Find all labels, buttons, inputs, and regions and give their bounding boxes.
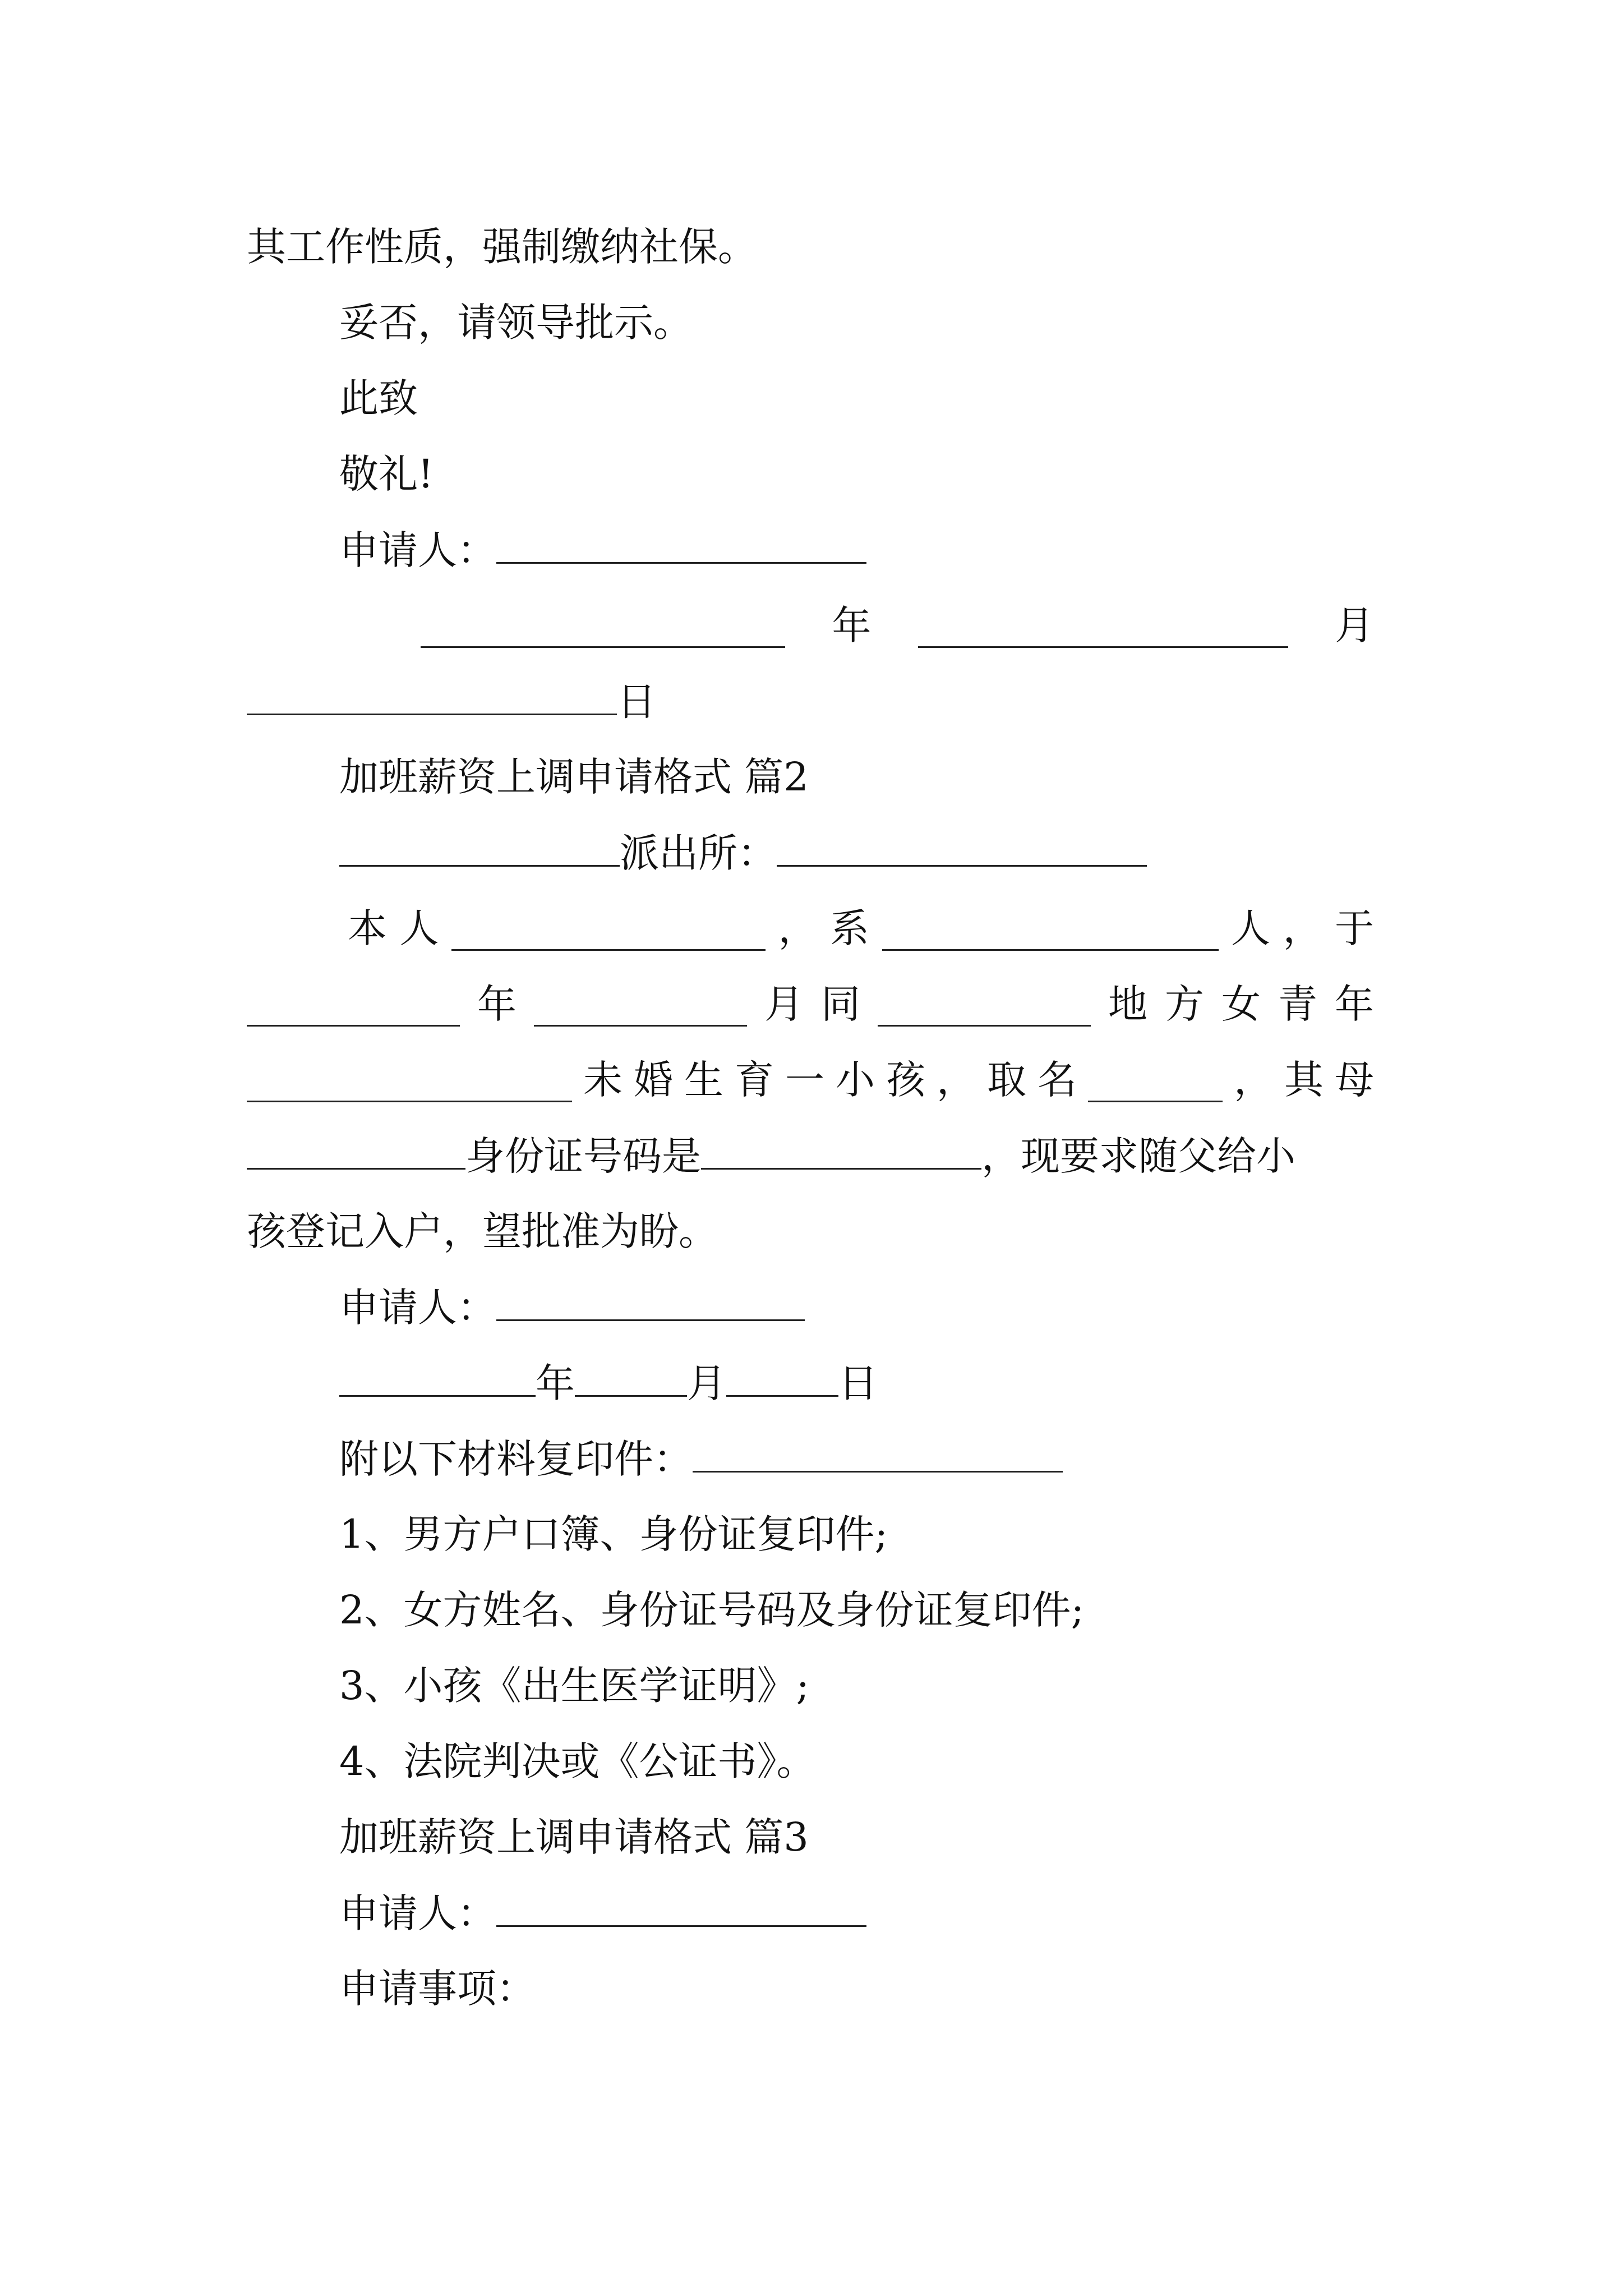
text: 3、小孩《出生医学证明》; bbox=[339, 1663, 810, 1709]
text: 母 bbox=[1335, 1057, 1374, 1103]
applicant-line bbox=[339, 1285, 805, 1329]
text: 敬礼! bbox=[339, 451, 434, 497]
applicant-blank[interactable] bbox=[496, 1890, 866, 1927]
text: 育 bbox=[735, 1057, 774, 1103]
year-blank[interactable] bbox=[339, 1360, 536, 1397]
paragraph-line bbox=[348, 906, 1374, 951]
text: 一 bbox=[785, 1057, 824, 1103]
text: 未 bbox=[583, 1057, 623, 1103]
text: 月 bbox=[764, 981, 804, 1027]
paragraph-line bbox=[247, 1209, 718, 1254]
paragraph-line bbox=[247, 982, 1374, 1027]
section-heading bbox=[339, 1815, 809, 1860]
text: 于 bbox=[1335, 905, 1374, 951]
day-label: 日 bbox=[617, 679, 656, 725]
text: 同 bbox=[821, 981, 860, 1027]
applicant-label: 申请人： bbox=[339, 527, 496, 573]
text: 婚 bbox=[634, 1057, 673, 1103]
id-number-label: 身份证号码是 bbox=[465, 1133, 701, 1179]
text: 2、女方姓名、身份证号码及身份证复印件; bbox=[339, 1587, 1085, 1633]
text: 孩 bbox=[886, 1057, 925, 1103]
day-label: 日 bbox=[838, 1360, 878, 1406]
text: ， bbox=[1283, 905, 1322, 951]
text: 女 bbox=[1221, 981, 1261, 1027]
text: ， bbox=[778, 905, 818, 951]
text: 本 bbox=[348, 905, 387, 951]
text: 申请事项： bbox=[339, 1966, 536, 2012]
date-line bbox=[421, 603, 1374, 648]
year-blank[interactable] bbox=[247, 990, 460, 1027]
text: 人 bbox=[399, 905, 439, 951]
paragraph-line bbox=[247, 224, 757, 269]
mother-blank[interactable] bbox=[247, 1133, 465, 1170]
text: 地 bbox=[1108, 981, 1147, 1027]
salutation-regards bbox=[339, 452, 434, 496]
addressee-line bbox=[339, 830, 1147, 875]
applicant-label: 申请人： bbox=[339, 1890, 496, 1936]
applicant-blank[interactable] bbox=[496, 527, 866, 564]
section-heading bbox=[339, 754, 809, 799]
month-blank[interactable] bbox=[534, 990, 747, 1027]
text: 取 bbox=[987, 1057, 1026, 1103]
salutation bbox=[339, 376, 418, 421]
text: 其工作性质，强制缴纳社保。 bbox=[247, 224, 757, 270]
place-blank[interactable] bbox=[878, 990, 1091, 1027]
list-item bbox=[339, 1512, 888, 1557]
origin-blank[interactable] bbox=[882, 914, 1219, 951]
applicant-line bbox=[339, 1890, 866, 1935]
child-name-blank[interactable] bbox=[1088, 1066, 1223, 1102]
attachments-label: 附以下材料复印件： bbox=[339, 1436, 693, 1482]
year-blank[interactable] bbox=[421, 611, 785, 648]
text: 其 bbox=[1284, 1057, 1324, 1103]
date-line bbox=[339, 1360, 878, 1405]
text: 1、男方户口簿、身份证复印件; bbox=[339, 1511, 888, 1557]
paragraph-line bbox=[247, 1057, 1374, 1102]
applicant-line bbox=[339, 527, 866, 572]
station-name-blank[interactable] bbox=[339, 830, 620, 867]
text: 系 bbox=[830, 905, 869, 951]
text: 生 bbox=[684, 1057, 723, 1103]
text: 人 bbox=[1231, 905, 1270, 951]
text: 此致 bbox=[339, 375, 418, 421]
name-blank[interactable] bbox=[451, 914, 766, 951]
year-label: 年 bbox=[832, 602, 872, 648]
text: 年 bbox=[477, 981, 517, 1027]
mother-name-blank[interactable] bbox=[247, 1066, 572, 1102]
text: 方 bbox=[1165, 981, 1204, 1027]
text: 小 bbox=[836, 1057, 875, 1103]
station-blank[interactable] bbox=[777, 830, 1147, 867]
text: 加班薪资上调申请格式 篇2 bbox=[339, 754, 809, 800]
application-matter bbox=[339, 1966, 536, 2011]
day-blank[interactable] bbox=[726, 1360, 838, 1397]
month-blank[interactable] bbox=[575, 1360, 687, 1397]
applicant-label: 申请人： bbox=[339, 1285, 496, 1331]
applicant-blank[interactable] bbox=[496, 1285, 805, 1321]
text: 孩登记入户，望批准为盼。 bbox=[247, 1208, 718, 1254]
text: 年 bbox=[1335, 981, 1374, 1027]
attachments-blank[interactable] bbox=[693, 1436, 1063, 1473]
text: 妥否，请领导批示。 bbox=[339, 300, 693, 346]
list-item bbox=[339, 1588, 1084, 1632]
month-blank[interactable] bbox=[918, 611, 1288, 648]
text: ，现要求随父给小 bbox=[981, 1133, 1295, 1179]
text: ， bbox=[937, 1057, 976, 1103]
text: 青 bbox=[1278, 981, 1317, 1027]
year-label: 年 bbox=[536, 1360, 575, 1406]
list-item bbox=[339, 1663, 809, 1708]
text: 名 bbox=[1038, 1057, 1077, 1103]
police-station-label: 派出所： bbox=[620, 830, 777, 876]
id-number-blank[interactable] bbox=[701, 1133, 981, 1170]
text: 加班薪资上调申请格式 篇3 bbox=[339, 1814, 809, 1860]
text: 4、法院判决或《公证书》。 bbox=[339, 1738, 816, 1784]
list-item bbox=[339, 1739, 816, 1784]
text: ， bbox=[1234, 1057, 1273, 1103]
closing-request bbox=[339, 300, 693, 345]
month-label: 月 bbox=[687, 1360, 726, 1406]
month-label: 月 bbox=[1334, 602, 1374, 648]
paragraph-line bbox=[247, 1133, 1295, 1178]
day-line bbox=[247, 679, 656, 724]
attachments-line bbox=[339, 1436, 1063, 1481]
day-blank[interactable] bbox=[247, 679, 617, 715]
